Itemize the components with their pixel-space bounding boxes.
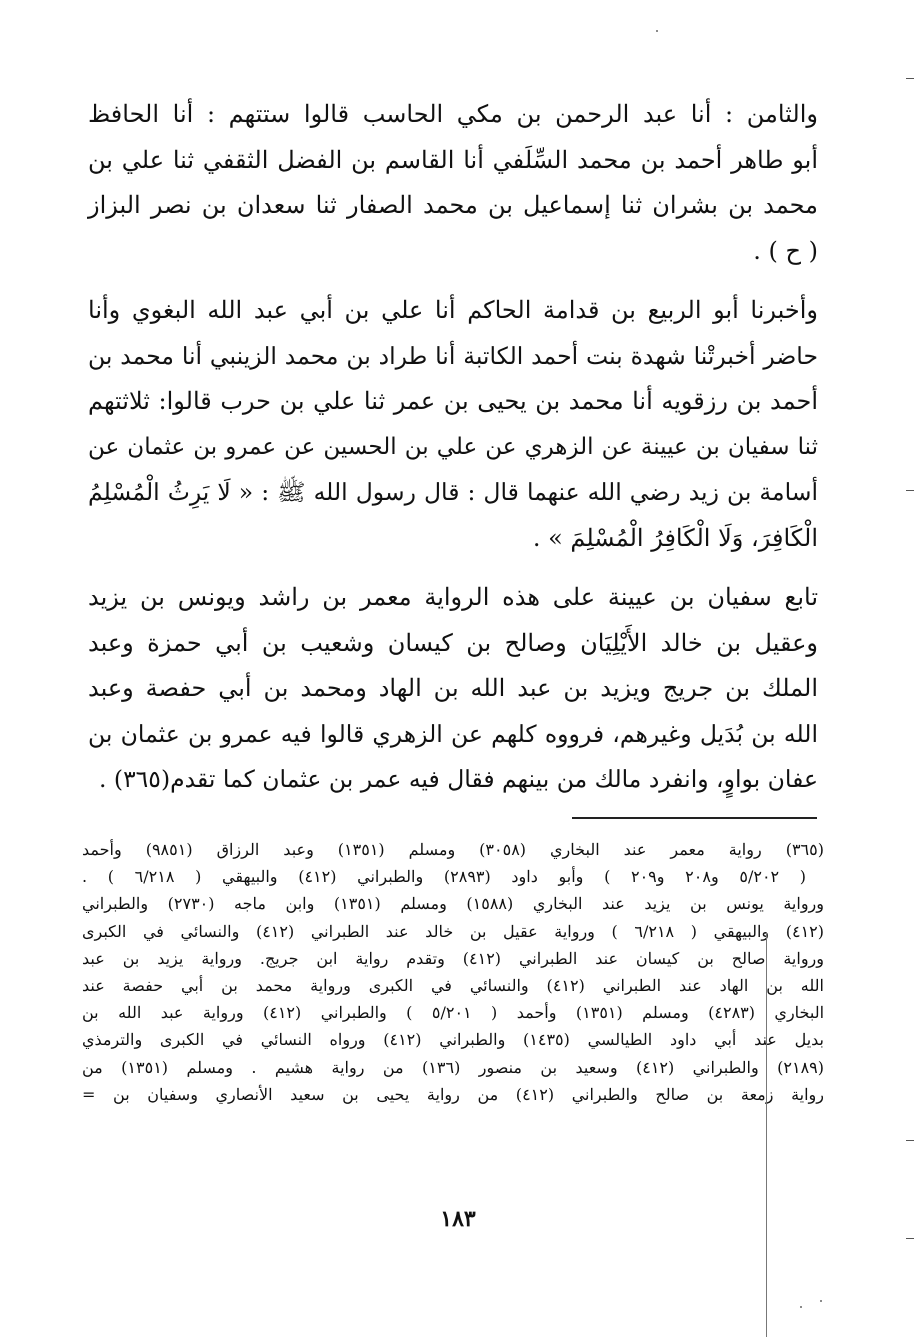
- footnote-line: رواية زمعة بن صالح والطبراني (٤١٢) من رواية يحيى بن سعيد الأنصاري وسفيان بن =: [82, 1084, 824, 1104]
- footnote-line: (٣٦٥) رواية معمر عند البخاري (٣٠٥٨) ومسلم (١٣٥١) وعبد الرزاق (٩٨٥١) وأحمد: [82, 840, 824, 859]
- scan-speck: [800, 1306, 802, 1308]
- text-line: عفان بواوٍ، وانفرد مالك من بينهم فقال فيه عمر بن عثمان كما تقدم(٣٦٥) .: [98, 765, 818, 793]
- text-line: حاضر أخبرتْنا شهدة بنت أحمد الكاتبة أنا طراد بن محمد الزينبي أنا محمد بن: [88, 341, 818, 370]
- text-line: ثنا سفيان بن عيينة عن الزهري عن علي بن الحسين عن عمرو بن عثمان عن: [88, 433, 818, 460]
- scan-mark: [906, 1238, 914, 1239]
- text-line: وعقيل بن خالد الأَيْلِيَان وصالح بن كيسان وشعيب بن أبي حمزة وعبد: [88, 628, 818, 657]
- scan-mark: [906, 78, 914, 79]
- text-line: الله بن بُدَيل وغيرهم، فرووه كلهم عن الزهري قالوا فيه عمرو بن عثمان بن: [88, 719, 818, 748]
- text-line: الْكَافِرَ، وَلَا الْكَافِرُ الْمُسْلِمَ » .: [532, 523, 818, 552]
- scan-mark: [906, 1140, 914, 1141]
- text-line: والثامن : أنا عبد الرحمن بن مكي الحاسب قالوا ستتهم : أنا الحافظ: [88, 100, 818, 128]
- footnote-divider: [572, 817, 817, 819]
- footnote-line: البخاري (٤٢٨٣) ومسلم (١٣٥١) وأحمد ( ٥/٢٠١ ) والطبراني (٤١٢) ورواية عبد الله بن: [82, 1003, 825, 1023]
- scan-mark: [906, 490, 914, 491]
- footnote-line: ورواية يونس بن يزيد عند البخاري (١٥٨٨) ومسلم (١٣٥١) وابن ماجه (٢٧٣٠) والطبراني: [82, 894, 824, 914]
- text-line: أحمد بن رزقويه أنا محمد بن يحيى بن عمر ثنا علي بن حرب قالوا: ثلاثتهم: [88, 387, 818, 415]
- footnotes: [82, 836, 824, 1108]
- text-line: محمد بن بشران ثنا إسماعيل بن محمد الصفار ثنا سعدان بن نصر البزاز: [88, 191, 818, 219]
- text-line: أبو طاهر أحمد بن محمد السِّلَفي أنا القاسم بن الفضل الثقفي ثنا علي بن: [88, 145, 819, 174]
- page-number: ١٨٣: [440, 1206, 476, 1232]
- text-line: الملك بن جريج ويزيد بن عبد الله بن الهاد ومحمد بن أبي حفصة وعبد: [88, 674, 818, 702]
- text-line: وأخبرنا أبو الربيع بن قدامة الحاكم أنا علي بن أبي عبد الله البغوي وأنا: [88, 296, 818, 324]
- text-line: أسامة بن زيد رضي الله عنهما قال : قال رسول الله ﷺ : « لَا يَرِثُ الْمُسْلِمُ: [88, 478, 818, 506]
- text-line: ( ح ) .: [753, 236, 818, 265]
- paragraph-1: [88, 92, 818, 274]
- footnote-line: الله بن الهاد عند الطبراني (٤١٢) والنسائي في الكبرى ورواية محمد بن أبي حفصة عند: [82, 976, 824, 996]
- scan-speck: [656, 30, 658, 32]
- paragraph-3: [88, 575, 818, 803]
- main-text-body: [88, 92, 818, 803]
- text-line: تابع سفيان بن عيينة على هذه الرواية معمر بن راشد ويونس بن يزيد: [88, 583, 818, 611]
- paragraph-2: [88, 288, 818, 561]
- footnote-line: (٤١٢) والبيهقي ( ٦/٢١٨ ) ورواية عقيل بن خالد عند الطبراني (٤١٢) والنسائي في الكبرى: [82, 921, 824, 941]
- scan-speck: [820, 1300, 822, 1302]
- footnote-line: (٢١٨٩) والطبراني (٤١٢) وسعيد بن منصور (١٣٦) من رواية هشيم . ومسلم (١٣٥١) من: [82, 1057, 825, 1077]
- scan-margin-line: [766, 932, 767, 1337]
- footnote-line: ورواية صالح بن كيسان عند الطبراني (٤١٢) وتقدم رواية ابن جريج. ورواية يزيد بن عبد: [82, 948, 824, 968]
- footnote-line: بديل عند أبي داود الطيالسي (١٤٣٥) والطبراني (٤١٢) ورواه النسائي في الكبرى والترمذي: [82, 1030, 824, 1050]
- footnote-line: ( ٥/٢٠٢ و٢٠٨ و٢٠٩ ) وأبو داود (٢٨٩٣) والطبراني (٤١٢) والبيهقي ( ٦/٢١٨ ) .: [82, 867, 807, 887]
